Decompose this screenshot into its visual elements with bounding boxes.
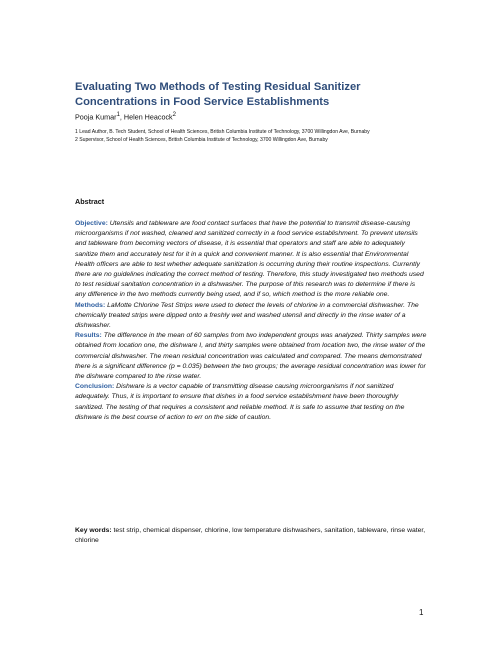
author-separator: , bbox=[119, 112, 124, 122]
section-text: The difference in the mean of 60 samples from two independent groups was analyzed. Thirty samples were obtained from location one, the dishware I, and thirty samples were obtained from location two, the rinse water of the commercial dishwasher. The mean residual concentration was calculated and compared. The means demonstrated there is a significant difference (p = 0.035) between the two groups; the average residual concentration was lower for the dishware compared to the rinse water. bbox=[75, 332, 427, 381]
affiliation-line: 1 Lead Author, B. Tech Student, School of Health Sciences, British Columbia Institute of Technology, 3700 Willingdon Ave, Burnaby bbox=[75, 129, 370, 135]
author-affiliation-mark: 1 bbox=[116, 112, 120, 118]
affiliations bbox=[75, 128, 455, 144]
keywords-text: test strip, chemical dispenser, chlorine, low temperature dishwashers, sanitation, tableware, rinse water, chlorine bbox=[75, 527, 426, 545]
section-label: Conclusion: bbox=[75, 383, 115, 391]
keywords bbox=[75, 526, 427, 546]
abstract-results bbox=[75, 331, 427, 382]
abstract-heading: Abstract bbox=[75, 197, 105, 206]
keywords-label: Key words: bbox=[75, 527, 112, 534]
author-line bbox=[75, 110, 176, 122]
paper-title: Evaluating Two Methods of Testing Residual Sanitizer Concentrations in Food Service Establishments bbox=[75, 81, 361, 108]
author-name: Pooja Kumar bbox=[75, 112, 117, 122]
abstract-methods bbox=[75, 301, 427, 332]
section-label: Results: bbox=[75, 332, 102, 340]
abstract-body bbox=[75, 219, 427, 423]
page-number: 1 bbox=[419, 608, 424, 617]
abstract-objective bbox=[75, 219, 427, 301]
section-text: Dishware is a vector capable of transmitting disease causing microorganisms if not sanitized adequately. Thus, it is important to ensure that dishes in a food service establishment have been thoroughly sanitized. The testing of that requires a consistent and reliable method. It is safe to assume that testing on the dishware is the best course of action to err on the side of caution. bbox=[75, 383, 405, 421]
affiliation-line: 2 Supervisor, School of Health Sciences, British Columbia Institute of Technology, 3700 Willingdon Ave, Burnaby bbox=[75, 137, 328, 144]
section-text: Utensils and tableware are food contact surfaces that have the potential to transmit disease-causing microorganisms if not washed, cleaned and sanitized correctly in a food service establishment. To prevent utensils and tableware from becoming vectors of disease, it is essential that operators and staff are able to adequately sanitize them and accurately test for it in a quick and convenient manner. It is also essential that Environmental Health officers are able to test whether adequate sanitization is occurring during their routine inspections. Currently there are no guidelines indicating the correct method of testing. Therefore, this study investigated two methods used to test residual sanitation concentration in a dishwasher. The purpose of this research was to determine if there is any difference in the two methods currently being used, and if so, which method is the more reliable one. bbox=[75, 220, 424, 299]
section-text: LaMotte Chlorine Test Strips were used to detect the levels of chlorine in a commercial dishwasher. The chemically treated strips were dipped onto a freshly wet and washed utensil and directly in the rinse water of a dishwasher. bbox=[75, 301, 419, 330]
abstract-conclusion bbox=[75, 382, 427, 423]
author-name: Helen Heacock bbox=[123, 112, 173, 122]
section-label: Objective: bbox=[75, 220, 108, 227]
section-label: Methods: bbox=[75, 301, 106, 309]
author-affiliation-mark: 2 bbox=[172, 112, 176, 118]
